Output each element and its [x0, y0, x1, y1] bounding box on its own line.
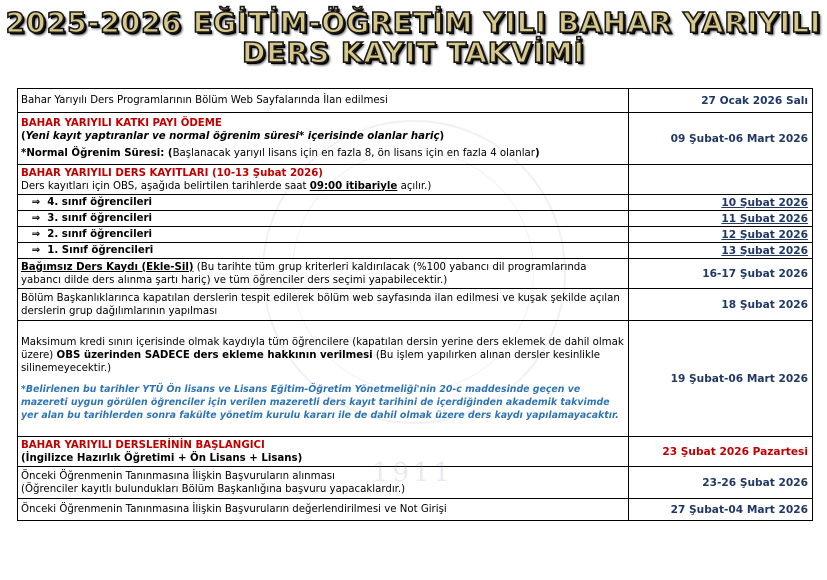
event-cell — [18, 437, 629, 467]
event-cell — [18, 165, 629, 195]
event-cell — [18, 227, 629, 243]
date-cell: 18 Şubat 2026 — [629, 289, 813, 321]
arrow-icon: ⇒ — [31, 197, 41, 208]
event-text: Önceki Öğrenmenin Tanınmasına İlişkin Başvuruların alınması — [21, 470, 335, 482]
event-text: Bahar Yarıyılı Ders Programlarının Bölüm Web Sayfalarında İlan edilmesi — [21, 95, 388, 106]
event-text: (Öğrenciler kayıtlı bulundukları Bölüm Başkanlığına başvuru yapacaklardır.) — [21, 483, 406, 495]
date-cell: 16-17 Şubat 2026 — [629, 259, 813, 289]
paren-open: ( — [21, 131, 26, 142]
paren-close: ) — [439, 131, 445, 142]
event-emphasis: OBS üzerinden SADECE ders ekleme hakkının verilmesi — [56, 349, 373, 361]
event-cell — [18, 243, 629, 259]
page-title-line2: DERS KAYIT TAKVİMİ — [242, 36, 585, 69]
date-cell: 10 Şubat 2026 — [629, 195, 813, 211]
date-cell: 19 Şubat-06 Mart 2026 — [629, 321, 813, 437]
date-cell: 09 Şubat-06 Mart 2026 — [629, 113, 813, 165]
event-text: 3. sınıf öğrencileri — [47, 213, 152, 224]
table-row — [18, 243, 813, 259]
regulation-note: *Belirlenen bu tarihler YTÜ Ön lisans ve Lisans Eğitim-Öğretim Yönetmeliği'nin 20-c maddesinde geçen ve mazereti uygun görülen öğrenciler için verilen mazeretli ders kayıt tarihini de içerdiğinden akademik takvimde yer alan bu tarihlerden sonra fakülte yönetim kurulu kararı ile de dahil olmak üzere ders kaydı yapılamayacaktır. — [21, 383, 619, 421]
paren-open: ( — [164, 148, 173, 159]
table-row — [18, 165, 813, 195]
table-row — [18, 289, 813, 321]
event-text: 2. sınıf öğrencileri — [47, 229, 152, 240]
event-label: Bağımsız Ders Kaydı (Ekle-Sil) — [21, 261, 194, 273]
event-text: (Bu tarihte tüm grup kriterleri kaldırılacak (%100 yabancı dil programlarında yabancı dilde ders alınma şartı hariç) ve tüm öğrenciler ders seçimi yapabilecektir.) — [21, 261, 587, 286]
event-cell — [18, 259, 629, 289]
event-cell — [18, 211, 629, 227]
table-row — [18, 499, 813, 521]
note-label: *Normal Öğrenim Süresi: — [21, 148, 165, 159]
arrow-icon: ⇒ — [31, 229, 41, 240]
table-row — [18, 195, 813, 211]
event-text: açılır.) — [397, 180, 432, 192]
event-cell — [18, 499, 629, 521]
event-cell — [18, 467, 629, 499]
arrow-icon: ⇒ — [31, 213, 41, 224]
event-cell — [18, 321, 629, 437]
table-row — [18, 113, 813, 165]
event-text: Maksimum kredi sınırı içerisinde olmak kaydıyla tüm öğrencilere (kapatılan dersin yerine ders eklemek de dahil olmak üzere) — [21, 336, 624, 361]
arrow-icon: ⇒ — [31, 245, 41, 256]
calendar-table — [17, 88, 813, 521]
event-cell — [18, 289, 629, 321]
watermark-year: 1911 — [372, 458, 455, 488]
date-cell: 23 Şubat 2026 Pazartesi — [629, 437, 813, 467]
event-text: 4. sınıf öğrencileri — [47, 197, 152, 208]
table-row — [18, 227, 813, 243]
section-heading: BAHAR YARIYILI DERSLERİNİN BAŞLANGICI — [21, 439, 265, 451]
event-cell — [18, 113, 629, 165]
time-text: 09:00 itibariyle — [309, 180, 398, 192]
event-subtext: (İngilizce Hazırlık Öğretimi + Ön Lisans + Lisans) — [21, 452, 303, 464]
paren-close: ) — [534, 148, 540, 159]
date-cell: 23-26 Şubat 2026 — [629, 467, 813, 499]
date-cell — [629, 165, 813, 195]
event-cell — [18, 195, 629, 211]
event-text: (Bu işlem yapılırken alınan dersler kesinlikle silinemeyecektir.) — [21, 349, 600, 374]
date-cell: 13 Şubat 2026 — [629, 243, 813, 259]
table-row — [18, 321, 813, 437]
date-cell: 12 Şubat 2026 — [629, 227, 813, 243]
section-heading: BAHAR YARIYILI KATKI PAYI ÖDEME — [21, 118, 222, 129]
table-row — [18, 259, 813, 289]
date-cell: 27 Şubat-04 Mart 2026 — [629, 499, 813, 521]
event-text: Bölüm Başkanlıklarınca kapatılan derslerin tespit edilerek bölüm web sayfasında ilan edilmesi ve kuşak şekilde açılan derslerin grup dağılımlarının yapılması — [21, 292, 620, 317]
event-text: Ders kayıtları için OBS, aşağıda belirtilen tarihlerde saat — [21, 180, 310, 192]
page-title-line1: 2025-2026 EĞİTİM-ÖĞRETİM YILI BAHAR YARIYILI — [5, 6, 822, 39]
event-subtext: Yeni kayıt yaptıranlar ve normal öğrenim süresi* içerisinde olanlar hariç — [25, 131, 440, 142]
table-row — [18, 89, 813, 113]
section-heading: BAHAR YARIYILI DERS KAYITLARI (10-13 Şubat 2026) — [21, 167, 323, 179]
event-text: Önceki Öğrenmenin Tanınmasına İlişkin Başvuruların değerlendirilmesi ve Not Girişi — [21, 504, 447, 515]
event-text: 1. Sınıf öğrencileri — [47, 245, 154, 256]
date-cell: 11 Şubat 2026 — [629, 211, 813, 227]
event-cell — [18, 89, 629, 113]
table-row — [18, 211, 813, 227]
note-text: Başlanacak yarıyıl lisans için en fazla 8, ön lisans için en fazla 4 olanlar — [172, 148, 535, 159]
date-cell: 27 Ocak 2026 Salı — [629, 89, 813, 113]
